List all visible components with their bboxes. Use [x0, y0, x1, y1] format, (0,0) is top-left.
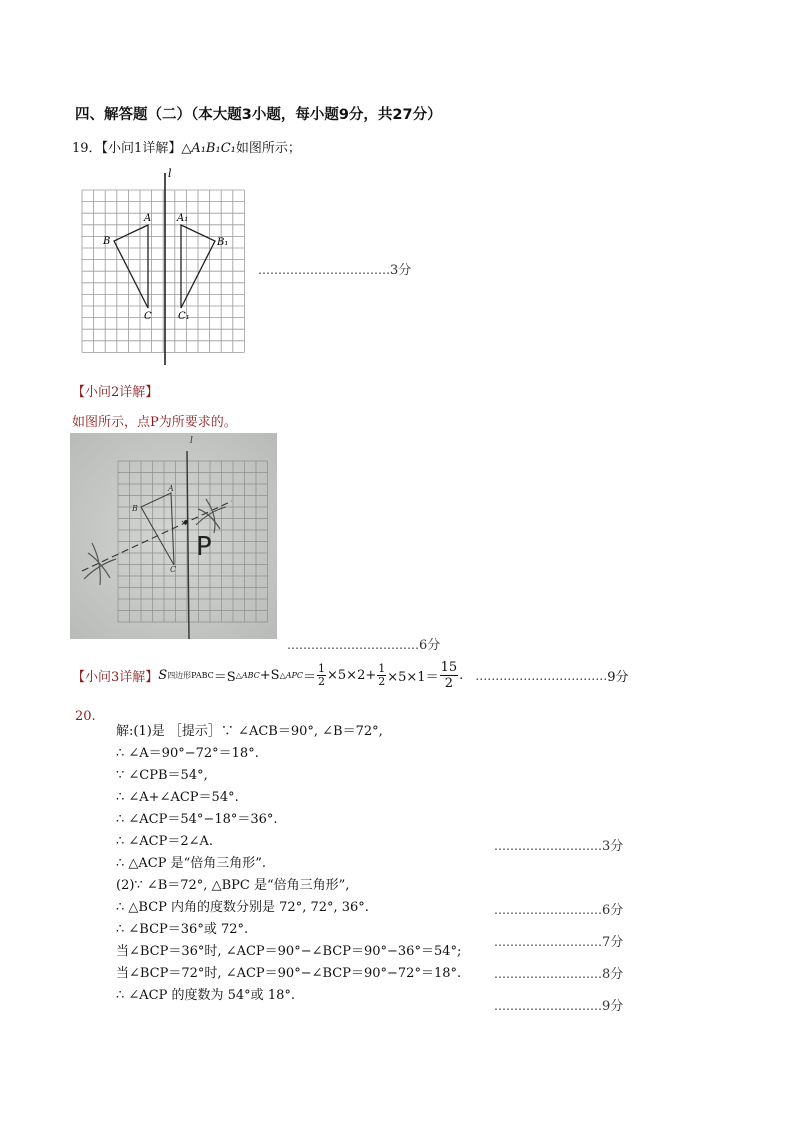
q20-line-7: ∴ △ACP 是“倍角三角形”.	[116, 856, 267, 871]
photo-label-b: B	[132, 504, 138, 513]
point-p-dot	[184, 520, 188, 524]
q20-score-9: 9分	[602, 999, 624, 1014]
q20-line-10: ∴ ∠BCP＝36°或 72°.	[116, 922, 249, 937]
construction-figure	[70, 433, 277, 639]
area-subscript-quad: 四边形PABC	[167, 671, 214, 680]
q20-line-1: 解:(1)是 ［提示］∵ ∠ACB＝90°, ∠B＝72°,	[116, 724, 383, 739]
q20-number: 20.	[75, 709, 96, 724]
label-b1: B₁	[217, 237, 229, 248]
label-c: C	[144, 311, 152, 322]
reflection-grid-figure	[78, 165, 254, 365]
section-title: 四、解答题（二）（本大题3小题，每小题9分，共27分）	[75, 107, 442, 123]
eq-mid-2: ×5×1＝	[387, 670, 439, 685]
photo-label-p: P	[196, 532, 212, 562]
eq-plus: +S	[259, 668, 280, 683]
photo-axis-label-l: l	[190, 436, 193, 446]
label-c1: C₁	[178, 311, 190, 322]
photo-label-a: A	[168, 484, 174, 493]
label-a1: A₁	[177, 213, 189, 224]
fraction-half-1: $\frac{1}{2}$	[318, 662, 326, 688]
eq-end: .	[459, 668, 464, 683]
q20-score-row-2: ………………………6分	[494, 903, 624, 918]
q19-text-suffix: 如图所示；	[235, 141, 301, 156]
q19-triangle-name: A₁B₁C₁	[191, 141, 236, 156]
q20-line-9: ∴ △BCP 内角的度数分别是 72°, 72°, 36°.	[116, 900, 369, 915]
q20-line-2: ∴ ∠A＝90°−72°＝18°.	[116, 746, 259, 761]
eq-mid-1: ×5×2+	[327, 668, 377, 683]
q19-label: 19．【小问1详解】	[72, 141, 182, 156]
label-b: B	[103, 236, 111, 247]
area-subscript-abc: △ABC	[235, 671, 260, 680]
q20-score-row-1: ………………………3分	[494, 839, 624, 854]
q19-part2-dots: ……………………………6分	[287, 638, 441, 653]
q19-part1-heading	[72, 137, 301, 156]
q19-part1-dots: ……………………………3分	[258, 263, 412, 278]
q19-text-prefix: △	[181, 141, 192, 156]
q19-part3-line	[72, 660, 629, 691]
fraction-result: $\frac{15}{2}$	[440, 660, 458, 691]
construction-photo	[70, 433, 277, 639]
eq-equals: ＝	[303, 670, 317, 685]
q20-score-7: 7分	[602, 935, 624, 950]
q20-line-6: ∴ ∠ACP＝2∠A.	[116, 834, 214, 849]
q19-part1-score: 3分	[390, 263, 412, 278]
q19-part2-score: 6分	[419, 638, 441, 653]
photo-label-c: C	[170, 565, 177, 574]
grid-lines	[82, 190, 244, 352]
fraction-half-2: $\frac{1}{2}$	[378, 662, 386, 688]
label-a: A	[144, 213, 152, 224]
q20-line-11: 当∠BCP＝36°时, ∠ACP＝90°−∠BCP＝90°−36°＝54°;	[116, 944, 462, 959]
q20-line-12: 当∠BCP＝72°时, ∠ACP＝90°−∠BCP＝90°−72°＝18°.	[116, 966, 462, 981]
area-subscript-apc: △APC	[279, 671, 303, 680]
q20-score-row-4: ………………………8分	[494, 967, 624, 982]
q20-score-8: 8分	[602, 967, 624, 982]
q20-score-row-3: ………………………7分	[494, 935, 624, 950]
q19-part2-description: 如图所示，点P为所要求的。	[72, 415, 237, 430]
q20-score-row-5: ………………………9分	[494, 999, 624, 1014]
q19-part3-heading: 【小问3详解】	[72, 670, 159, 685]
q19-part2-heading: 【小问2详解】	[72, 385, 159, 400]
q19-part3-score: 9分	[607, 670, 629, 685]
q20-line-13: ∴ ∠ACP 的度数为 54°或 18°.	[116, 988, 295, 1003]
q20-line-3: ∵ ∠CPB＝54°,	[116, 768, 208, 783]
q20-line-8: (2)∵ ∠B＝72°, △BPC 是“倍角三角形”,	[116, 878, 350, 893]
area-symbol: S	[158, 668, 168, 683]
q20-score-3: 3分	[602, 839, 624, 854]
q20-line-5: ∴ ∠ACP＝54°−18°＝36°.	[116, 812, 278, 827]
q19-part3-dots: ……………………………	[475, 668, 608, 683]
triangle-abc	[114, 225, 148, 308]
q20-line-4: ∴ ∠A+∠ACP＝54°.	[116, 790, 239, 805]
q20-score-6: 6分	[602, 903, 624, 918]
axis-label-l: l	[168, 167, 172, 180]
eq-part-1: ＝S	[213, 670, 236, 685]
